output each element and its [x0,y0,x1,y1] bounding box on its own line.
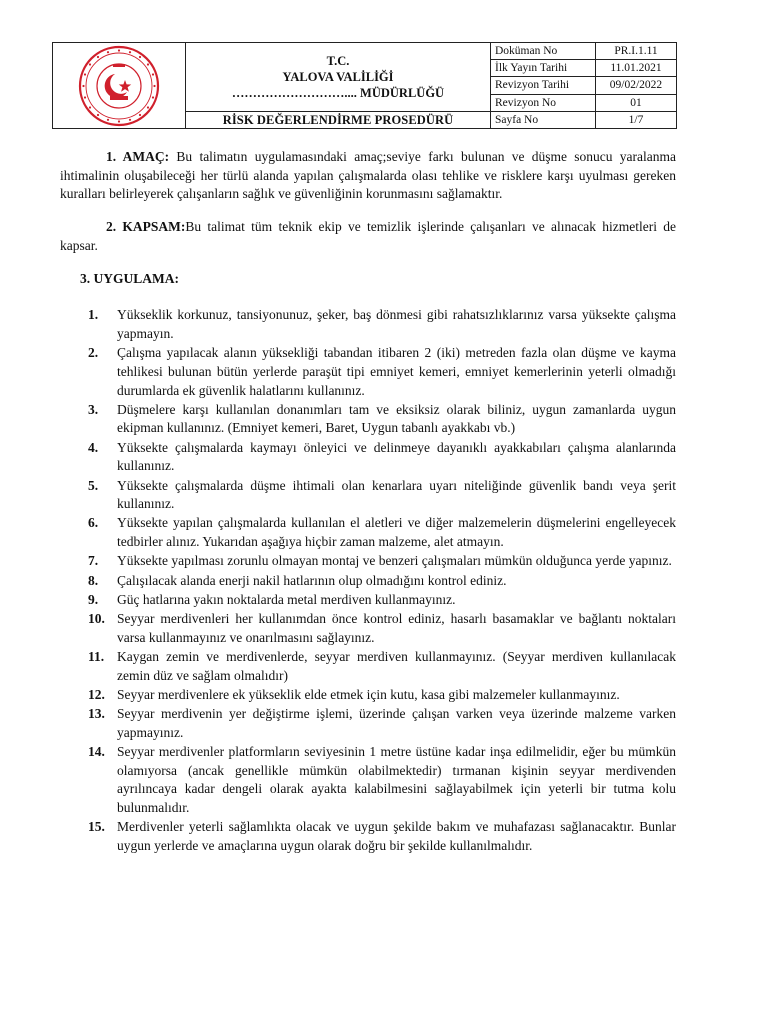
list-item-text: Yüksekte çalışmalarda kaymayı önleyici ve delinmeye dayanıklı ayakkabıları çalışma alanlarında kullanınız. [117,439,676,474]
section-kapsam-title: 2. KAPSAM: [106,219,186,235]
document-body [60,148,676,856]
meta-value: 11.01.2021 [596,60,677,77]
logo-cell [53,43,186,129]
list-item-text: Yükseklik korkunuz, tansiyonunuz, şeker, baş dönmesi gibi rahatsızlıklarınız varsa yüksekte çalışma yapmayın. [117,307,676,341]
list-item-number: 5. [88,477,99,493]
header-line-tc: T.C. [326,53,350,68]
list-item [60,686,676,705]
meta-label: Doküman No [491,43,596,60]
meta-label: Revizyon Tarihi [491,77,596,94]
list-item [60,344,676,400]
meta-value: 09/02/2022 [596,77,677,94]
section-amac [60,148,676,204]
list-item-text: Seyyar merdivenlere ek yükseklik elde etmek için kutu, kasa gibi malzemeler kullanmayınız. [117,686,620,702]
rules-list [60,306,676,855]
header-line-valilik: YALOVA VALİLİĞİ [282,69,394,84]
list-item-number: 15. [88,819,105,835]
institution-title-cell [186,43,491,112]
list-item-number: 8. [88,572,99,588]
list-item-text: Yüksekte yapılan çalışmalarda kullanılan el aletleri ve diğer malzemelerin düşmelerini engelleyecek tedbirler alınız. Yukarıdan aşağıya hiçbir zaman malzeme, alet atmayın. [117,515,676,550]
list-item-text: Çalışma yapılacak alanın yüksekliği tabandan itibaren 2 (iki) metreden fazla olan düşme ve kayma tehlikesi bulunan bütün yerlerde paraşüt tipi emniyet kemeri, emniyet kemerlerinin yeterli olmadığı durumlarda ek güvenlik halatlarını kullanınız. [117,345,676,398]
meta-label: İlk Yayın Tarihi [491,60,596,77]
list-item-text: Düşmelere karşı kullanılan donanımları tam ve eksiksiz olarak biliniz, uygun zamanlarda uygun ekipman kullanınız. (Emniyet kemeri, Baret, Uygun tabanlı ayakkabı vb.) [117,401,676,436]
list-item [60,705,676,742]
list-item-number: 11. [88,648,105,664]
meta-label: Revizyon No [491,94,596,111]
list-item-number: 13. [88,705,105,721]
header-line-mudurluk: ……………………….... MÜDÜRLÜĞÜ [231,85,445,100]
list-item-text: Yüksekte çalışmalarda düşme ihtimali olan kenarlara uyarı niteliğinde güvenlik bandı veya şerit kullanınız. [117,477,676,512]
list-item [60,514,676,551]
list-item-number: 14. [88,743,105,759]
list-item [60,552,676,571]
list-item [60,610,676,647]
meta-value: PR.I.1.11 [596,43,677,60]
list-item-text: Seyyar merdivenleri her kullanımdan önce kontrol ediniz, hasarlı basamaklar ve bağlantı noktaları varsa kullanmayınız ve onarılmasını sağlayınız. [117,610,676,645]
list-item-number: 2. [88,345,99,361]
list-item [60,648,676,685]
document-header-table [52,42,677,129]
list-item-number: 1. [88,307,99,323]
list-item [60,306,676,343]
list-item [60,401,676,438]
list-item-number: 6. [88,515,99,531]
section-kapsam-text: Bu talimat tüm teknik ekip ve temizlik işlerinde çalışanları ve alınacak hizmetleri de kapsar. [60,219,676,253]
list-item-number: 12. [88,686,105,702]
list-item [60,591,676,610]
section-uygulama-title: 3. UYGULAMA: [80,270,179,286]
list-item [60,477,676,514]
document-title: RİSK DEĞERLENDİRME PROSEDÜRÜ [186,111,491,128]
list-item-number: 4. [88,439,99,455]
list-item-number: 3. [88,401,99,417]
list-item-text: Kaygan zemin ve merdivenlerde, seyyar merdiven kullanmayınız. (Seyyar merdiven kullanılacak zemin düz ve sağlam olmalıdır) [117,648,676,683]
list-item-text: Çalışılacak alanda enerji nakil hatlarının olup olmadığını kontrol ediniz. [117,572,507,588]
meta-value: 1/7 [596,111,677,128]
list-item [60,743,676,818]
ministry-seal-icon [77,44,161,128]
list-item [60,572,676,591]
meta-value: 01 [596,94,677,111]
list-item-number: 7. [88,553,99,569]
section-amac-text: Bu talimatın uygulamasındaki amaç;seviye farkı bulunan ve düşme sonucu yaralanma ihtimalinin oluşabileceği her türlü alanda yapılan çalışmalarda olası tehlike ve risklere karşı uyulması gereken kuralları belirleyerek çalışanların sağlık ve güvenliğinin korunmasını sağlamaktır. [60,149,676,202]
list-item-text: Güç hatlarına yakın noktalarda metal merdiven kullanmayınız. [117,591,456,607]
list-item-text: Seyyar merdivenin yer değiştirme işlemi, üzerinde çalışan varken veya üzerinde malzeme varken yapmayınız. [117,705,676,740]
list-item [60,818,676,855]
list-item-text: Seyyar merdivenler platformların seviyesinin 1 metre üstüne kadar inşa edilmelidir, eğer bu mümkün olamıyorsa (ancak genellikle mümkün olabilmektedir) tırmanan kişinin seyyar merdivenden ayrılıncaya kadar dengeli olarak ayakta kalabilmesini sağlayabilmek için yeterli bir tutma kolu bulunmalıdır. [117,743,676,815]
meta-label: Sayfa No [491,111,596,128]
section-amac-title: 1. AMAÇ: [106,149,170,164]
list-item [60,439,676,476]
section-kapsam [60,218,676,255]
list-item-text: Merdivenler yeterli sağlamlıkta olacak ve uygun şekilde bakım ve muhafazası sağlanacaktır. Bunlar uygun yerlerde ve amaçlarına uygun olarak doğru bir şekilde kullanılmalıdır. [117,819,676,853]
list-item-number: 9. [88,591,99,607]
list-item-text: Yüksekte yapılması zorunlu olmayan montaj ve benzeri çalışmaları mümkün olduğunca yerde yapınız. [117,553,672,569]
list-item-number: 10. [88,610,105,626]
